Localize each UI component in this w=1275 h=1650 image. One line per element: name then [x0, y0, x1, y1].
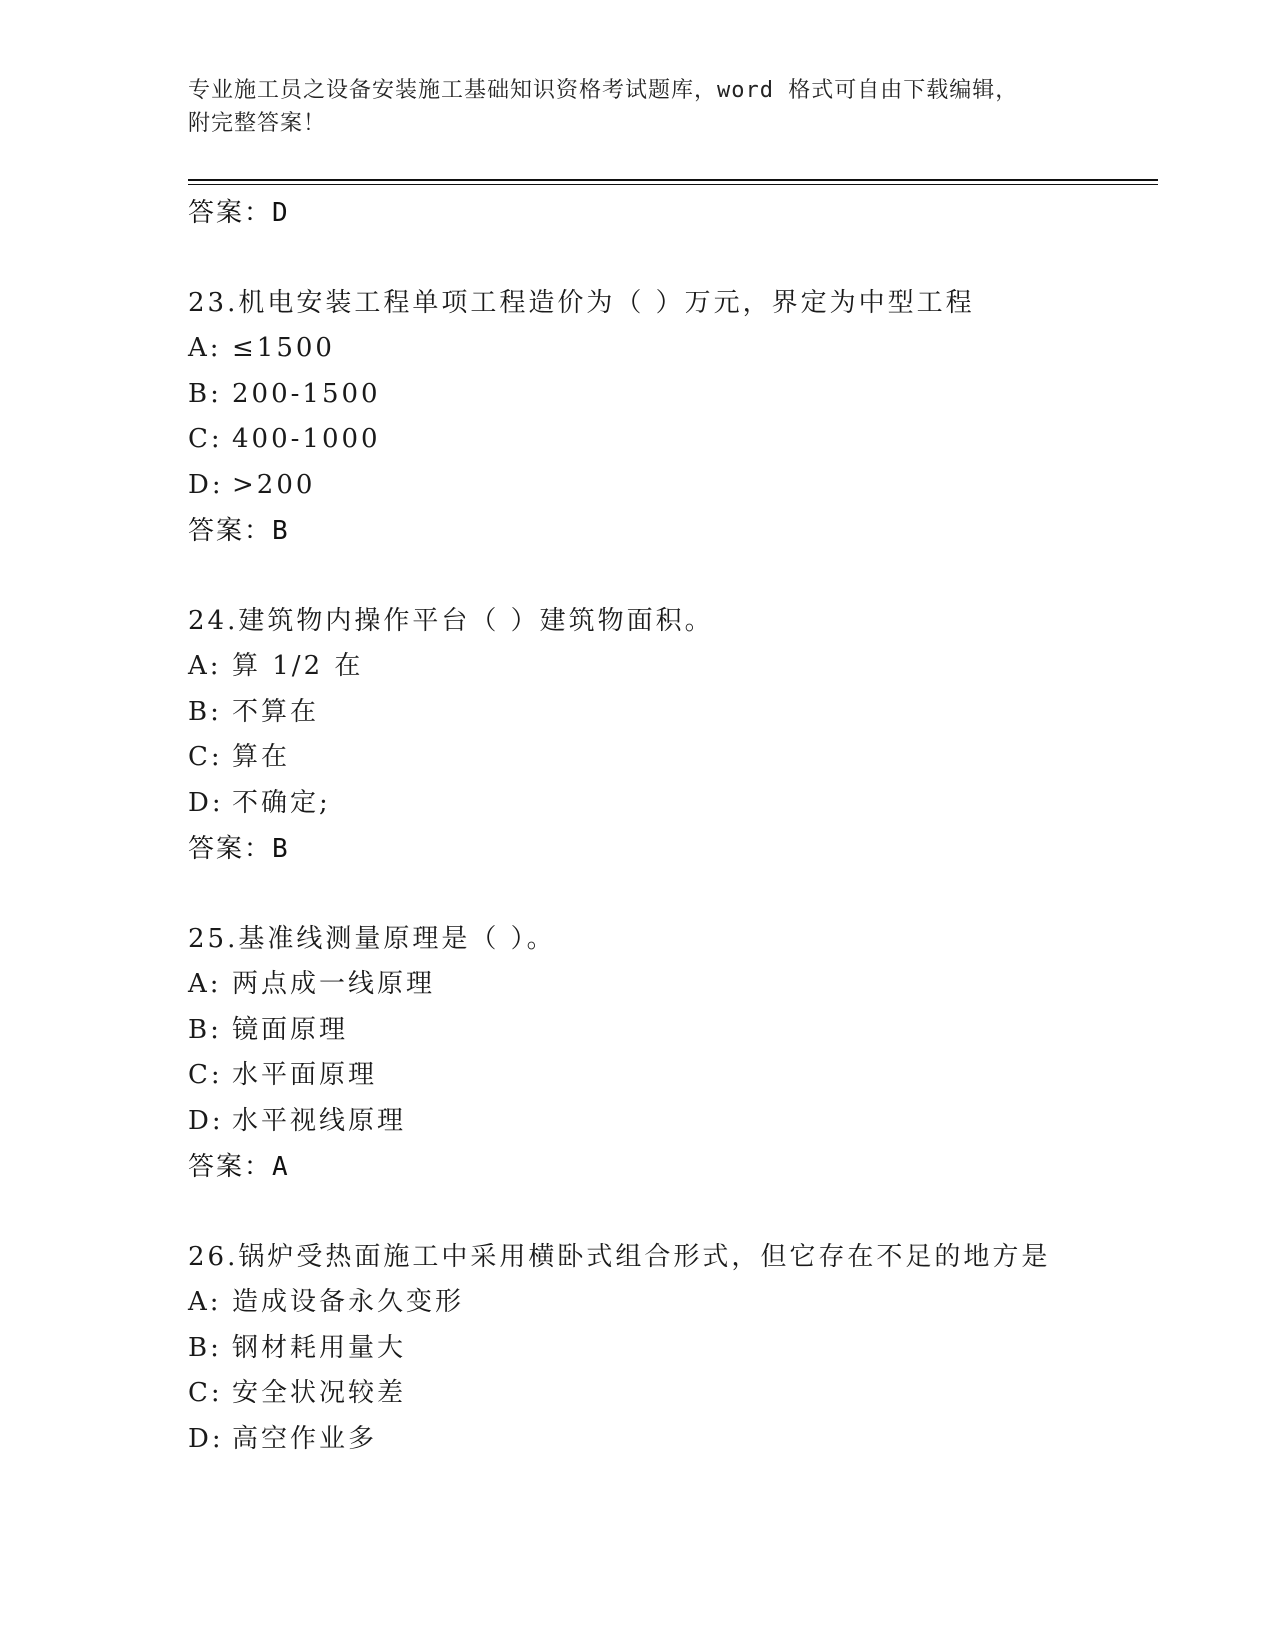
option-a: [188, 326, 1148, 372]
answer-value: B: [272, 516, 290, 546]
option-letter: C:: [188, 1378, 223, 1408]
option-letter: D:: [188, 1105, 224, 1136]
question-block: [188, 1234, 1148, 1462]
header-divider-thin: [188, 184, 1158, 185]
question-list: [188, 190, 1148, 1462]
question-stem: 25.基准线测量原理是（ ）。: [188, 924, 556, 954]
answer-value: D: [272, 198, 290, 228]
option-b: [188, 1008, 1148, 1054]
question-stem: 26.锅炉受热面施工中采用横卧式组合形式，但它存在不足的地方是: [188, 1242, 1051, 1272]
document-header: [188, 74, 1088, 140]
question-stem: 24.建筑物内操作平台（ ）建筑物面积。: [188, 606, 714, 636]
option-letter: A:: [188, 333, 222, 363]
option-b: [188, 372, 1148, 418]
option-letter: A:: [188, 969, 222, 999]
question-block: [188, 598, 1148, 872]
option-d: [188, 781, 1148, 827]
header-line-2: 附完整答案！: [188, 111, 327, 136]
option-letter: C:: [188, 742, 223, 772]
option-c: [188, 735, 1148, 781]
option-text: 算在: [232, 742, 291, 772]
option-text: >200: [232, 469, 316, 500]
option-c: [188, 417, 1148, 463]
option-text: 造成设备永久变形: [232, 1287, 465, 1317]
option-text: 水平面原理: [232, 1060, 378, 1090]
option-a: [188, 1280, 1148, 1326]
answer-value: A: [272, 1152, 290, 1182]
option-text: 400-1000: [232, 424, 381, 454]
header-divider-thick: [188, 179, 1158, 181]
option-text: 不算在: [232, 696, 320, 727]
option-text: 两点成一线原理: [232, 969, 436, 999]
option-a: [188, 962, 1148, 1008]
answer-label: 答案：: [188, 516, 273, 546]
option-letter: A:: [188, 1287, 222, 1317]
option-text: 安全状况较差: [232, 1378, 407, 1408]
question-block: [188, 280, 1148, 554]
option-text: 钢材耗用量大: [232, 1332, 407, 1363]
option-letter: D:: [188, 1423, 224, 1454]
answer-label: 答案：: [188, 198, 273, 228]
option-d: [188, 1099, 1148, 1145]
answer-line: [188, 190, 1148, 236]
option-c: [188, 1371, 1148, 1417]
option-text: ≤1500: [232, 333, 335, 363]
option-text: 水平视线原理: [232, 1105, 407, 1136]
answer-label: 答案：: [188, 834, 273, 864]
option-letter: B:: [188, 1332, 222, 1363]
option-d: [188, 1417, 1148, 1463]
header-line-1: 专业施工员之设备安装施工基础知识资格考试题库，word 格式可自由下载编辑，: [188, 78, 1019, 103]
option-letter: B:: [188, 696, 222, 727]
option-letter: D:: [188, 469, 224, 500]
option-b: [188, 690, 1148, 736]
option-text: 200-1500: [232, 378, 381, 409]
answer-line: [188, 826, 1148, 872]
option-b: [188, 1326, 1148, 1372]
option-text: 镜面原理: [232, 1014, 349, 1045]
option-text: 算 1/2 在: [232, 651, 364, 681]
option-letter: D:: [188, 787, 224, 818]
option-d: [188, 463, 1148, 509]
answer-value: B: [272, 834, 290, 864]
question-block: [188, 916, 1148, 1190]
answer-label: 答案：: [188, 1152, 273, 1182]
option-letter: B:: [188, 1014, 222, 1045]
option-text: 高空作业多: [232, 1423, 378, 1454]
option-letter: C:: [188, 424, 223, 454]
option-letter: A:: [188, 651, 222, 681]
option-text: 不确定;: [232, 787, 331, 818]
answer-line: [188, 1144, 1148, 1190]
option-c: [188, 1053, 1148, 1099]
question-stem: 23.机电安装工程单项工程造价为（ ）万元，界定为中型工程: [188, 288, 975, 318]
option-letter: B:: [188, 378, 222, 409]
answer-line: [188, 508, 1148, 554]
option-letter: C:: [188, 1060, 223, 1090]
option-a: [188, 644, 1148, 690]
